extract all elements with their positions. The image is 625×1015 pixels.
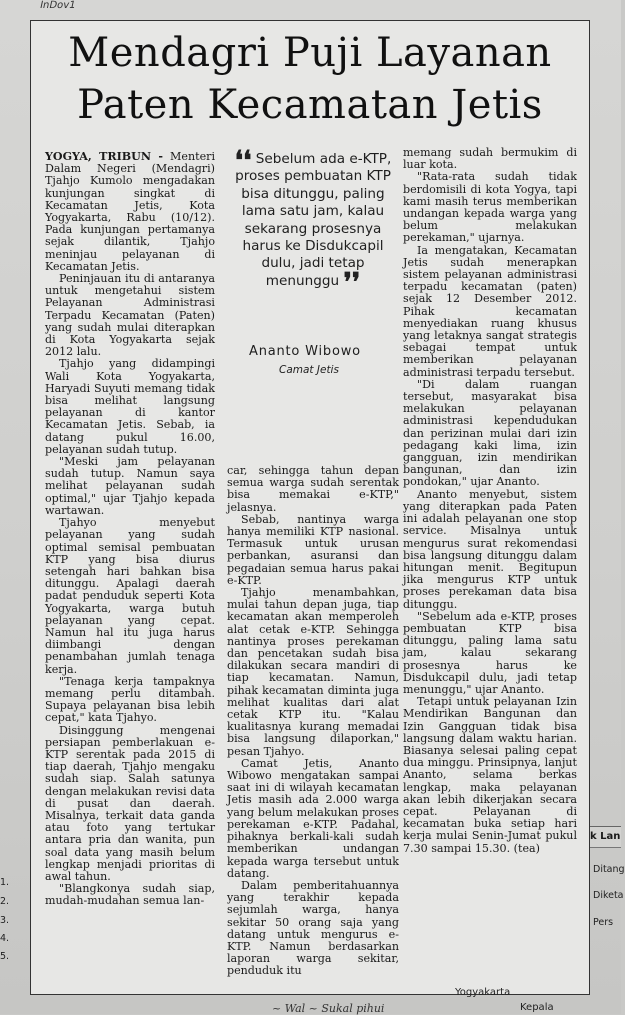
paragraph: Ia mengatakan, Kecamatan Jetis sudah menerapkan sistem pelayanan administrasi terpadu kecamatan (paten) sejak 12 Desember 2012. Pihak kecamatan menyediakan ruang khusus yang letaknya sangat strategis sebagai tempat untuk memberikan pelayanan administrasi terpadu tersebut. [403, 243, 577, 379]
paragraph: Disinggung mengenai persiapan pemberlakuan e-KTP serentak pada 2015 di tiap daerah, Tjahjo mengaku sudah siap. Salah satunya dengan melakukan revisi data di pusat dan daerah. Misalnya, terkait data ganda atau foto yang tertukar antara pria dan wanita, pun soal data yang masih belum lengkap menjadi prioritas di awal tahun. [45, 723, 215, 883]
paragraph: car, sehingga tahun depan semua warga sudah serentak bisa memakai e-KTP," jelasnya. [227, 464, 399, 514]
newspaper-clipping [30, 20, 590, 995]
paragraph: "Rata-rata sudah tidak berdomisili di kota Yogya, tapi kami masih terus memberikan undangan kepada warga yang belum melakukan perekaman," ujarnya. [403, 170, 577, 245]
paragraph: Tjahjo yang didampingi Wali Kota Yogyakarta, Haryadi Suyuti memang tidak bisa melihat langsung pelayanan di kantor Kecamatan Jetis. Sebab, ia datang pukul 16.00, pelayanan sudah tutup. [45, 357, 215, 456]
paragraph: Camat Jetis, Ananto Wibowo mengatakan sampai saat ini di wilayah kecamatan Jetis masih ada 2.000 warga yang belum melakukan proses perekaman e-KTP. Padahal, pihaknya berkali-kali sudah memberikan undangan kepada warga tersebut untuk datang. [227, 756, 399, 880]
adjacent-text: Pers [593, 917, 614, 928]
dateline: YOGYA, TRIBUN - [45, 150, 163, 163]
paragraph: Tjahjo menambahkan, mulai tahun depan juga, tiap kecamatan akan memperoleh alat cetak e-KTP. Sehingga nantinya proses perekaman dan pencetakan sudah bisa dilakukan secara mandiri di tiap kecamatan. Namun, pihak kecamatan diminta juga melihat kualitas dari alat cetak KTP itu. "Kalau kualitasnya kurang memadai bisa langsung dilaporkan," pesan Tjahyo. [227, 586, 399, 758]
headline-line-2: Paten Kecamatan Jetis [77, 82, 543, 128]
footer-text-right: Kepala [520, 1002, 554, 1013]
handwritten-note: ~ Wal ~ Sukal pihui [272, 1002, 385, 1015]
paragraph: Ananto menyebut, sistem yang diterapkan pada Paten ini adalah pelayanan one stop service. Misalnya untuk mengurus surat rekomendasi bisa langsung ditunggu dalam hitungan menit. Begitupun jika mengurus KTP untuk proses perekaman data bisa ditunggu. [403, 487, 577, 611]
paragraph: "Blangkonya sudah siap, mudah-mudahan semua lan- [45, 882, 215, 908]
pull-quote [227, 146, 399, 298]
margin-number: 5. [0, 951, 10, 962]
paragraph: Sebab, nantinya warga hanya memiliki KTP nasional. Termasuk untuk urusan perbankan, asuransi dan pegadaian semua harus pakai e-KTP. [227, 512, 399, 587]
paragraph: "Sebelum ada e-KTP, proses pembuatan KTP bisa ditunggu, paling lama satu jam, kalau sekarang prosesnya harus ke Disdukcapil dulu, jadi tetap menunggu," ujar Ananto. [403, 609, 577, 696]
margin-number: 2. [0, 896, 10, 907]
adjacent-text: Diketa [593, 890, 624, 901]
adjacent-text: Ditang [593, 864, 625, 875]
top-scribble: InDov1 [38, 0, 77, 11]
headline-line-1: Mendagri Puji Layanan [68, 30, 552, 76]
paragraph: "Meski jam pelayanan sudah tutup. Namun saya melihat pelayanan sudah optimal," ujar Tjahjo kepada wartawan. [45, 455, 215, 517]
close-quote-icon: ❜❜ [343, 267, 361, 298]
margin-number: 3. [0, 915, 10, 926]
footer-text-left: Yogyakarta [455, 987, 511, 998]
adjacent-article-header: k Lan [590, 826, 621, 848]
paragraph: Tetapi untuk pelayanan Izin Mendirikan Bangunan dan Izin Gangguan tidak bisa langsung dalam waktu harian. Biasanya selesai paling cepat dua minggu. Prinsipnya, lanjut Ananto, selama berkas lengkap, maka pelayanan akan lebih dikerjakan secara cepat. Pelayanan di kecamatan buka setiap hari kerja mulai Senin-Jumat pukul 7.30 sampai 15.30. (tea) [403, 695, 577, 855]
article-column-2 [227, 465, 399, 978]
paragraph: "Tenaga kerja tampaknya memang perlu ditambah. Supaya pelayanan bisa lebih cepat," kata Tjahyo. [45, 674, 215, 725]
paragraph: Tjahyo menyebut pelayanan yang sudah optimal semisal pembuatan KTP yang bisa diurus setengah hari bahkan bisa ditunggu. Apalagi daerah padat penduduk seperti Kota Yogyakarta, warga butuh pelayanan yang cepat. Namun hal itu juga harus diimbangi dengan penambahan jumlah tenaga kerja. [45, 516, 215, 676]
pull-quote-text: Sebelum ada e-KTP, proses pembuatan KTP bisa ditunggu, paling lama satu jam, kalau sekarang prosesnya harus ke Disdukcapil dulu, jadi tetap menunggu [235, 151, 392, 289]
margin-number: 1. [0, 877, 10, 888]
headline [45, 27, 575, 131]
paragraph: YOGYA, TRIBUN - Menteri Dalam Negeri (Mendagri) Tjahjo Kumolo mengadakan kunjungan singkat di Kecamatan Jetis, Kota Yogyakarta, Rabu (10/12). Pada kunjungan pertamanya sejak dilantik, Tjahjo meninjau pelayanan di Kecamatan Jetis. [45, 150, 215, 273]
article-column-1 [45, 151, 215, 908]
pull-quote-author: Ananto Wibowo [249, 344, 361, 359]
open-quote-icon: ❛❛ [234, 146, 252, 176]
pull-quote-role: Camat Jetis [279, 364, 339, 376]
paragraph: memang sudah bermukim di luar kota. [403, 146, 577, 172]
paragraph: Dalam pemberitahuannya yang terakhir kepada sejumlah warga, hanya sekitar 50 orang saja yang datang untuk mengurus e-KTP. Namun berdasarkan laporan warga sekitar, penduduk itu [227, 878, 399, 978]
article-column-3 [403, 147, 577, 855]
paragraph: Peninjauan itu di antaranya untuk mengetahui sistem Pelayanan Administrasi Terpadu Kecamatan (Paten) yang sudah mulai diterapkan di Kota Yogyakarta sejak 2012 lalu. [45, 272, 215, 359]
paragraph: "Di dalam ruangan tersebut, masyarakat bisa melakukan pelayanan administrasi kependudukan dan perizinan mulai dari izin pedagang kaki lima, izin gangguan, izin mendirikan bangunan, dan izin pondokan," ujar Ananto. [403, 377, 577, 489]
margin-number: 4. [0, 933, 10, 944]
